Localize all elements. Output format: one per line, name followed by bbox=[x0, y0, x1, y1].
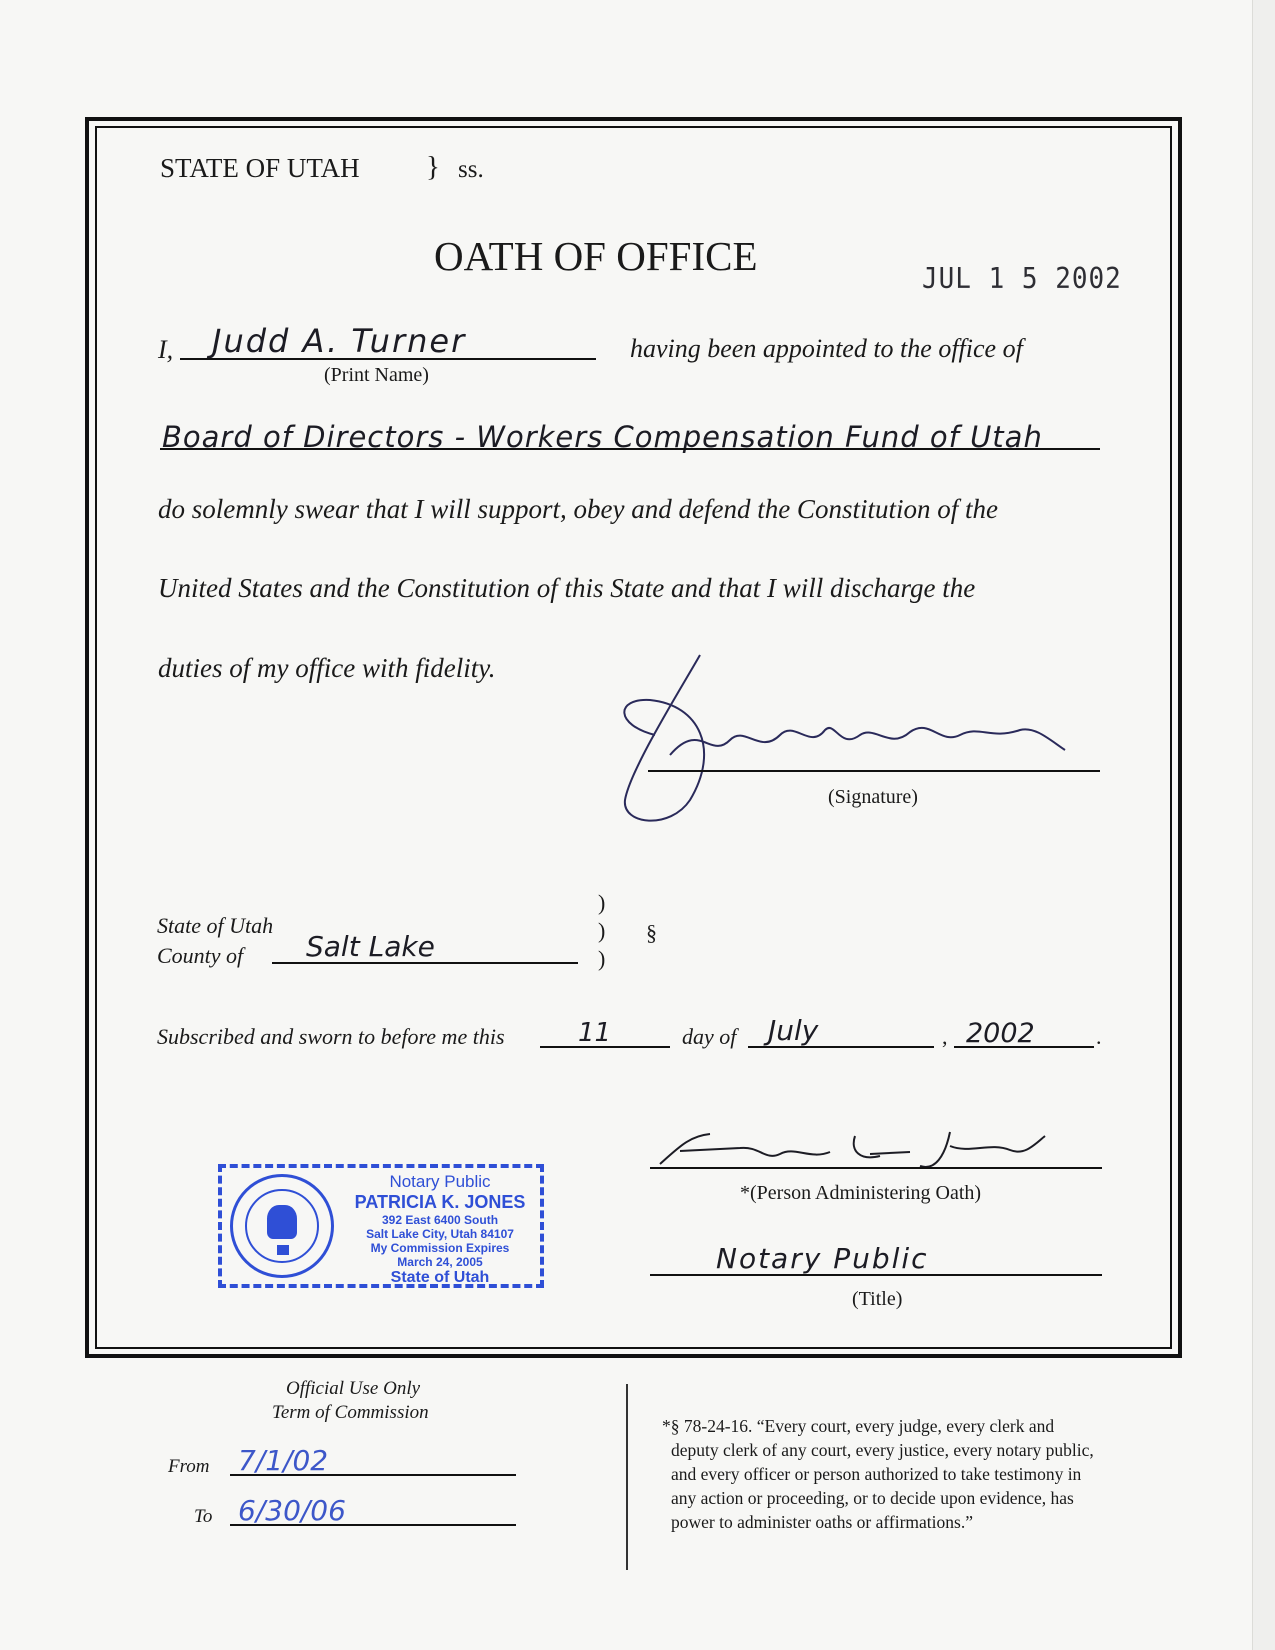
month-handwritten: July bbox=[768, 1014, 819, 1047]
oath-line-2: United States and the Constitution of this State and that I will discharge the bbox=[158, 573, 976, 603]
stamp-address-1: 392 East 6400 South bbox=[381, 1213, 499, 1227]
column-divider bbox=[626, 1384, 628, 1570]
administering-label: *(Person Administering Oath) bbox=[740, 1182, 982, 1204]
day-handwritten: 11 bbox=[578, 1018, 612, 1048]
administering-line bbox=[650, 1167, 1102, 1169]
footnote-line-1: *§ 78-24-16. “Every court, every judge, every clerk and bbox=[662, 1416, 1055, 1436]
term-heading: Term of Commission bbox=[272, 1402, 429, 1423]
stamp-state: State of Utah bbox=[390, 1269, 490, 1286]
venue-paren-3: ) bbox=[598, 946, 606, 971]
signature-label: (Signature) bbox=[828, 786, 918, 808]
to-label: To bbox=[194, 1506, 213, 1527]
footnote-line-4: any action or proceeding, or to decide upon evidence, has bbox=[671, 1488, 1074, 1508]
stamp-commission-1: My Commission Expires bbox=[370, 1241, 510, 1255]
notary-stamp bbox=[218, 1164, 544, 1288]
stamp-name: PATRICIA K. JONES bbox=[354, 1192, 526, 1212]
sworn-text: Subscribed and sworn to before me this bbox=[157, 1024, 505, 1049]
jurat-county-label: County of bbox=[157, 943, 244, 968]
oath-line-1: do solemnly swear that I will support, obey and defend the Constitution of the bbox=[158, 494, 998, 524]
footnote-line-3: and every officer or person authorized to take testimony in bbox=[671, 1464, 1082, 1484]
year-line bbox=[954, 1046, 1094, 1048]
section-mark: § bbox=[646, 920, 657, 945]
office-line bbox=[160, 448, 1100, 450]
notary-title-handwritten: Notary Public bbox=[716, 1242, 929, 1275]
official-use-heading: Official Use Only bbox=[286, 1378, 421, 1399]
appointed-text: having been appointed to the office of bbox=[630, 334, 1023, 363]
venue-brace: } bbox=[426, 151, 440, 183]
notary-stamp-text bbox=[342, 1172, 538, 1287]
year-period: . bbox=[1096, 1024, 1102, 1049]
oath-intro: I, bbox=[158, 335, 174, 364]
stamp-commission-2: March 24, 2005 bbox=[397, 1255, 483, 1269]
day-of-label: day of bbox=[682, 1024, 737, 1049]
venue-ss: ss. bbox=[458, 156, 484, 183]
from-value-handwritten: 7/1/02 bbox=[238, 1444, 329, 1477]
to-line bbox=[230, 1524, 516, 1526]
page-edge bbox=[1252, 0, 1275, 1650]
state-seal-icon bbox=[230, 1174, 334, 1278]
appointee-signature bbox=[610, 650, 1090, 840]
footnote-line-5: power to administer oaths or affirmations.” bbox=[671, 1512, 973, 1532]
title-label: (Title) bbox=[852, 1288, 903, 1310]
from-label: From bbox=[168, 1456, 210, 1477]
from-line bbox=[230, 1474, 516, 1476]
venue-paren-2: ) bbox=[598, 918, 606, 943]
signature-line bbox=[648, 770, 1100, 772]
title-line bbox=[650, 1274, 1102, 1276]
received-date-stamp: JUL 1 5 2002 bbox=[922, 262, 1122, 296]
jurat-state-label: State of Utah bbox=[157, 913, 274, 938]
footnote bbox=[662, 1414, 1094, 1534]
month-line bbox=[748, 1046, 934, 1048]
year-comma: , bbox=[942, 1024, 948, 1049]
document-title: OATH OF OFFICE bbox=[434, 233, 758, 279]
footnote-line-2: deputy clerk of any court, every justice, every notary public, bbox=[671, 1440, 1094, 1460]
oath-line-3: duties of my office with fidelity. bbox=[158, 653, 496, 683]
name-line bbox=[180, 358, 596, 360]
appointee-name-handwritten: Judd A. Turner bbox=[212, 322, 467, 360]
year-handwritten: 2002 bbox=[966, 1018, 1035, 1049]
county-handwritten: Salt Lake bbox=[306, 930, 435, 963]
venue-label: STATE OF UTAH bbox=[160, 153, 360, 183]
venue-paren-1: ) bbox=[598, 890, 606, 915]
print-name-label: (Print Name) bbox=[324, 364, 429, 386]
to-value-handwritten: 6/30/06 bbox=[238, 1494, 346, 1527]
county-line bbox=[272, 962, 578, 964]
office-handwritten: Board of Directors - Workers Compensation Fund of Utah bbox=[162, 420, 1043, 454]
stamp-heading: Notary Public bbox=[389, 1172, 491, 1191]
stamp-address-2: Salt Lake City, Utah 84107 bbox=[366, 1227, 514, 1241]
day-line bbox=[540, 1046, 670, 1048]
